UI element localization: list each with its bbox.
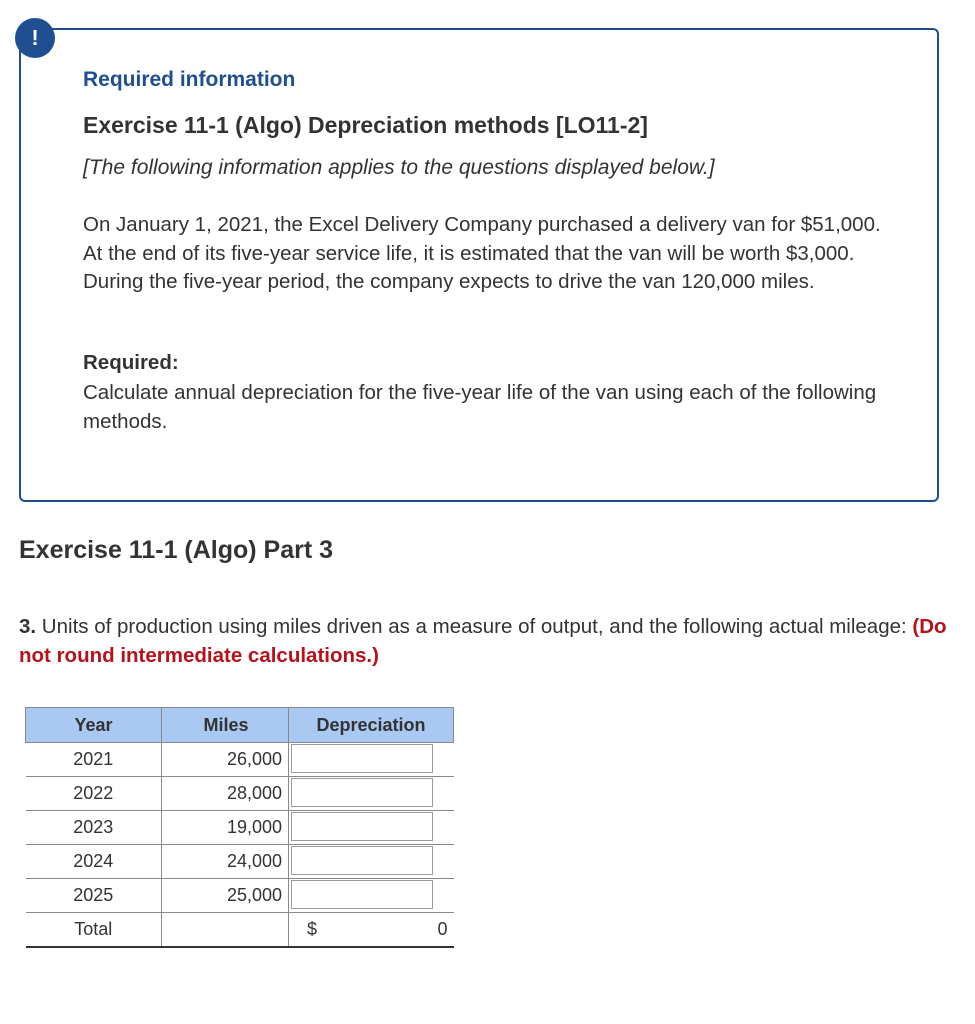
info-note: [The following information applies to the questions displayed below.] [83, 156, 715, 179]
table-row [26, 845, 454, 879]
depreciation-input-2022[interactable] [291, 778, 433, 807]
miles-cell: 25,000 [162, 879, 289, 913]
depreciation-cell [289, 879, 454, 913]
alert-icon: ! [15, 18, 55, 58]
table-row [26, 811, 454, 845]
depreciation-cell [289, 811, 454, 845]
table-row [26, 743, 454, 777]
depreciation-input-2024[interactable] [291, 846, 433, 875]
table-row [26, 879, 454, 913]
miles-cell: 26,000 [162, 743, 289, 777]
total-label: Total [26, 913, 162, 948]
question-text [19, 613, 964, 670]
required-information-heading: Required information [83, 68, 296, 91]
total-currency: $ [307, 919, 318, 939]
depreciation-table [25, 707, 454, 948]
exercise-title: Exercise 11-1 (Algo) Depreciation methods [LO11-2] [83, 112, 648, 138]
total-value: 0 [437, 919, 448, 939]
question-number: 3. [19, 615, 37, 638]
year-cell: 2024 [26, 845, 162, 879]
total-row [26, 913, 454, 948]
year-cell: 2022 [26, 777, 162, 811]
miles-cell: 19,000 [162, 811, 289, 845]
part-title: Exercise 11-1 (Algo) Part 3 [19, 536, 334, 564]
total-depreciation-cell [289, 913, 454, 948]
depreciation-input-2025[interactable] [291, 880, 433, 909]
header-year: Year [26, 708, 162, 743]
depreciation-input-2021[interactable] [291, 744, 433, 773]
table-row [26, 777, 454, 811]
miles-cell: 28,000 [162, 777, 289, 811]
header-depreciation: Depreciation [289, 708, 454, 743]
miles-cell: 24,000 [162, 845, 289, 879]
depreciation-cell [289, 845, 454, 879]
depreciation-cell [289, 743, 454, 777]
total-miles-cell [162, 913, 289, 948]
rounding-warning: (Do not round intermediate calculations.) [19, 615, 947, 667]
required-text: Calculate annual depreciation for the five-year life of the van using each of the following methods. [83, 381, 877, 433]
problem-paragraph: On January 1, 2021, the Excel Delivery Company purchased a delivery van for $51,000. At the end of its five-year service life, it is estimated that the van will be worth $3,000. During the five-year period, the company expects to drive the van 120,000 miles. [83, 213, 881, 293]
year-cell: 2023 [26, 811, 162, 845]
question-body: Units of production using miles driven as a measure of output, and the following actual mileage: [36, 615, 913, 638]
depreciation-input-2023[interactable] [291, 812, 433, 841]
required-label: Required: [83, 351, 179, 374]
year-cell: 2021 [26, 743, 162, 777]
depreciation-cell [289, 777, 454, 811]
year-cell: 2025 [26, 879, 162, 913]
header-miles: Miles [162, 708, 289, 743]
